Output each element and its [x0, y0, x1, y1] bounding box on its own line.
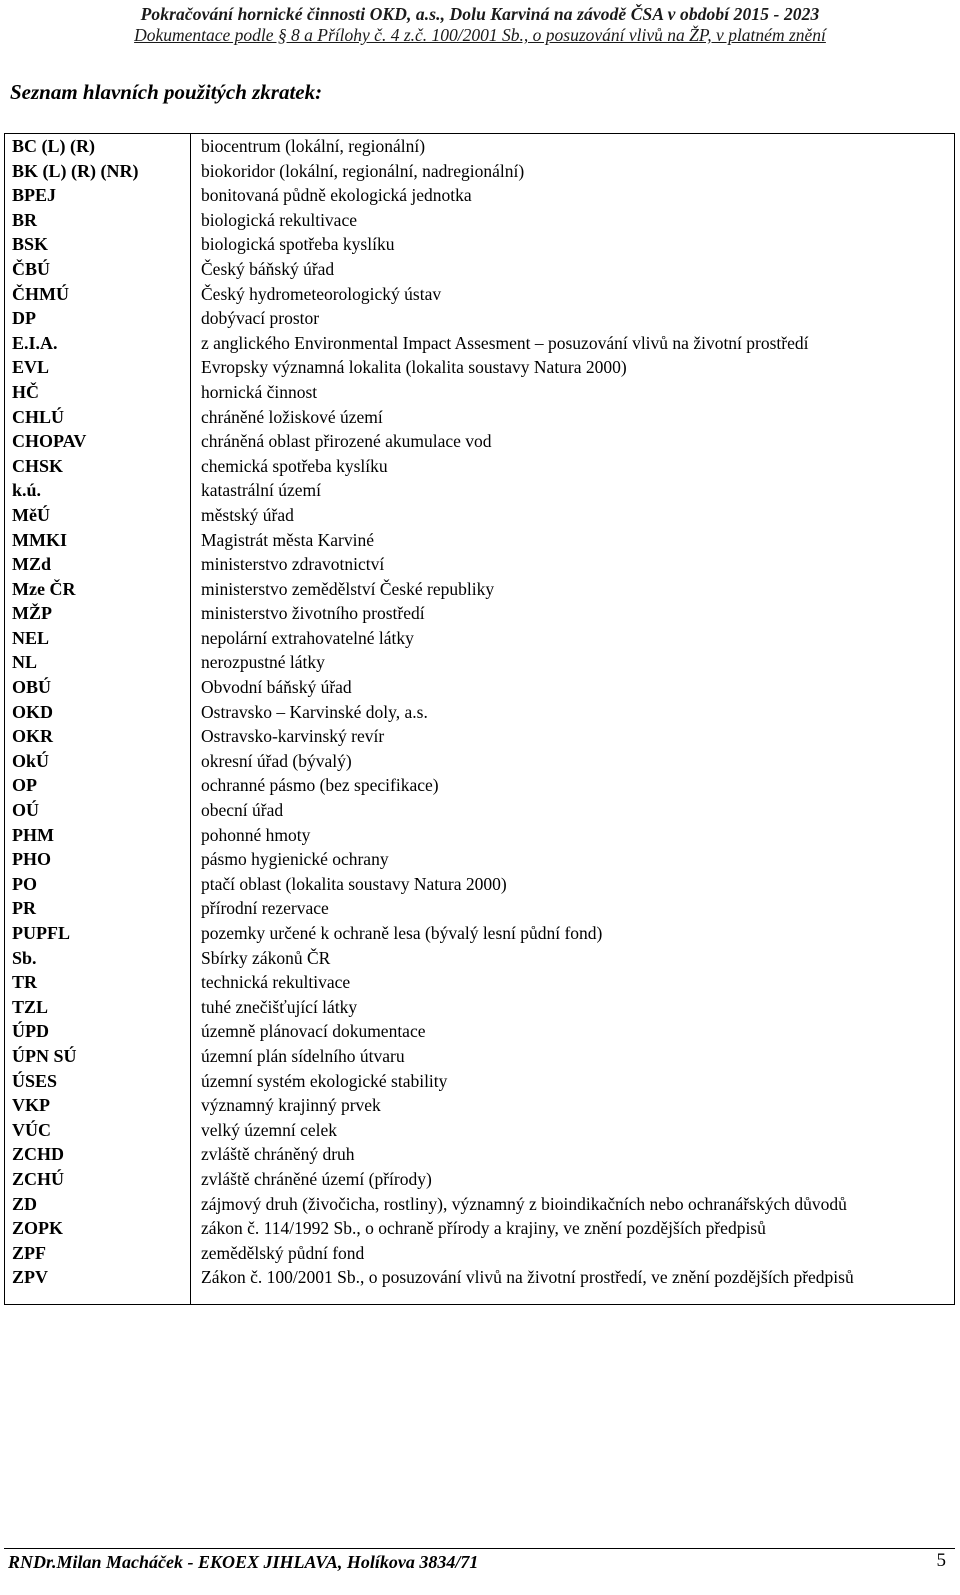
abbreviation-row: [5, 257, 954, 282]
abbreviation-term: ČBÚ: [5, 257, 191, 282]
abbreviation-row: [5, 429, 954, 454]
abbreviation-term: MěÚ: [5, 503, 191, 528]
abbreviation-row: [5, 306, 954, 331]
abbreviation-row: [5, 1167, 954, 1192]
abbreviation-row: [5, 331, 954, 356]
abbreviation-row: [5, 700, 954, 725]
abbreviation-meaning: územní systém ekologické stability: [201, 1070, 448, 1091]
abbreviation-term: Mze ČR: [5, 577, 191, 602]
abbreviation-meaning: biocentrum (lokální, regionální): [201, 136, 426, 156]
abbreviation-term: OÚ: [5, 798, 191, 823]
abbreviation-term: MMKI: [5, 528, 191, 553]
abbreviation-term: Sb.: [5, 946, 191, 971]
abbreviation-row: [5, 1142, 954, 1167]
abbreviation-row: [5, 896, 954, 921]
abbreviation-term: PHM: [5, 823, 191, 848]
abbreviation-term: ZOPK: [5, 1216, 191, 1241]
abbreviation-meaning: chráněná oblast přirozené akumulace vod: [201, 431, 492, 452]
abbreviation-term: ÚSES: [5, 1069, 191, 1094]
abbreviation-meaning: územní plán sídelního útvaru: [201, 1045, 405, 1066]
abbreviation-term: OP: [5, 773, 191, 798]
abbreviation-row: [5, 823, 954, 848]
abbreviation-meaning: nerozpustné látky: [201, 652, 325, 673]
abbreviation-row: [5, 749, 954, 774]
abbreviation-term: ČHMÚ: [5, 282, 191, 307]
abbreviation-meaning: pásmo hygienické ochrany: [201, 849, 389, 870]
abbreviation-meaning: biologická rekultivace: [201, 209, 357, 230]
abbreviation-term: ZD: [5, 1192, 191, 1217]
abbreviation-term: ZPV: [5, 1265, 191, 1304]
abbreviation-row: [5, 503, 954, 528]
abbreviation-meaning: ministerstvo zemědělství České republiky: [201, 578, 495, 599]
abbreviation-meaning: Obvodní báňský úřad: [201, 677, 352, 698]
abbreviation-row: [5, 921, 954, 946]
abbreviation-term: DP: [5, 306, 191, 331]
abbreviation-term: E.I.A.: [5, 331, 191, 356]
abbreviation-term: HČ: [5, 380, 191, 405]
abbreviation-term: OBÚ: [5, 675, 191, 700]
abbreviation-row: [5, 798, 954, 823]
abbreviation-meaning: Magistrát města Karviné: [201, 529, 375, 550]
abbreviation-row: [5, 626, 954, 651]
abbreviation-term: OkÚ: [5, 749, 191, 774]
abbreviation-term: ÚPD: [5, 1019, 191, 1044]
abbreviation-row: [5, 1241, 954, 1266]
abbreviation-meaning: ministerstvo životního prostředí: [201, 603, 425, 624]
abbreviation-term: OKR: [5, 724, 191, 749]
abbreviation-term: NEL: [5, 626, 191, 651]
abbreviation-row: [5, 847, 954, 872]
abbreviation-meaning: tuhé znečišťující látky: [201, 996, 358, 1017]
abbreviation-row: [5, 1019, 954, 1044]
abbreviation-row: [5, 405, 954, 430]
abbreviation-term: ZCHD: [5, 1142, 191, 1167]
abbreviation-row: [5, 773, 954, 798]
abbreviation-row: [5, 1216, 954, 1241]
abbreviation-term: MŽP: [5, 601, 191, 626]
abbreviation-row: [5, 528, 954, 553]
abbreviation-term: VÚC: [5, 1118, 191, 1143]
footer-author: RNDr.Milan Macháček - EKOEX JIHLAVA, Holíkova 3834/71: [8, 1552, 479, 1572]
abbreviation-meaning: hornická činnost: [201, 381, 318, 402]
abbreviation-meaning: chráněné ložiskové území: [201, 406, 383, 427]
abbreviation-meaning: zákon č. 114/1992 Sb., o ochraně přírody a krajiny, ve znění pozdějších předpisů: [201, 1218, 766, 1239]
abbreviation-row: [5, 355, 954, 380]
abbreviation-row: [5, 946, 954, 971]
abbreviation-row: [5, 995, 954, 1020]
abbreviation-row: [5, 478, 954, 503]
document-header: [0, 4, 960, 46]
abbreviation-term: TR: [5, 970, 191, 995]
abbreviation-term: ZCHÚ: [5, 1167, 191, 1192]
abbreviation-term: ZPF: [5, 1241, 191, 1266]
abbreviation-meaning: Český hydrometeorologický ústav: [201, 283, 442, 304]
abbreviation-meaning: přírodní rezervace: [201, 898, 329, 919]
abbreviation-row: [5, 601, 954, 626]
abbreviation-term: BC (L) (R): [5, 134, 191, 159]
header-project-title: Pokračování hornické činnosti OKD, a.s., Dolu Karviná na závodě ČSA v období 2015 - 2023: [140, 4, 820, 24]
abbreviation-term: ÚPN SÚ: [5, 1044, 191, 1069]
abbreviation-meaning: městský úřad: [201, 504, 294, 525]
abbreviation-meaning: zvláště chráněné území (přírody): [201, 1168, 432, 1189]
abbreviation-row: [5, 1093, 954, 1118]
abbreviation-meaning: technická rekultivace: [201, 972, 351, 993]
abbreviation-meaning: chemická spotřeba kyslíku: [201, 455, 388, 476]
abbreviation-term: BK (L) (R) (NR): [5, 159, 191, 184]
abbreviation-term: VKP: [5, 1093, 191, 1118]
abbreviation-row: [5, 454, 954, 479]
abbreviation-row: [5, 1069, 954, 1094]
header-document-subtitle: Dokumentace podle § 8 a Přílohy č. 4 z.č. 100/2001 Sb., o posuzování vlivů na ŽP, v platném znění: [134, 25, 826, 45]
abbreviation-row: [5, 1118, 954, 1143]
abbreviation-meaning: nepolární extrahovatelné látky: [201, 627, 414, 648]
abbreviation-meaning: zemědělský půdní fond: [201, 1242, 365, 1263]
abbreviation-term: BPEJ: [5, 183, 191, 208]
abbreviation-row: [5, 650, 954, 675]
abbreviation-term: BR: [5, 208, 191, 233]
abbreviation-meaning: z anglického Environmental Impact Assesment – posuzování vlivů na životní prostředí: [201, 332, 809, 353]
abbreviation-meaning: zvláště chráněný druh: [201, 1144, 355, 1165]
abbreviation-meaning: Ostravsko – Karvinské doly, a.s.: [201, 701, 428, 722]
abbreviation-meaning: biologická spotřeba kyslíku: [201, 234, 395, 255]
abbreviation-row: [5, 872, 954, 897]
abbreviation-meaning: bonitovaná půdně ekologická jednotka: [201, 185, 472, 206]
abbreviation-meaning: významný krajinný prvek: [201, 1095, 381, 1116]
abbreviation-row: [5, 282, 954, 307]
abbreviation-row: [5, 675, 954, 700]
abbreviation-term: EVL: [5, 355, 191, 380]
abbreviation-meaning: biokoridor (lokální, regionální, nadregionální): [201, 160, 525, 181]
abbreviation-meaning: zájmový druh (živočicha, rostliny), významný z bioindikačních nebo ochranářských důvodů: [201, 1193, 847, 1214]
abbreviation-term: PR: [5, 896, 191, 921]
abbreviation-term: PHO: [5, 847, 191, 872]
abbreviation-meaning: okresní úřad (bývalý): [201, 750, 352, 771]
abbreviation-meaning: Zákon č. 100/2001 Sb., o posuzování vlivů na životní prostředí, ve znění pozdějších předpisů: [201, 1267, 854, 1288]
abbreviation-meaning: ministerstvo zdravotnictví: [201, 554, 385, 575]
abbreviation-row: [5, 970, 954, 995]
abbreviation-term: NL: [5, 650, 191, 675]
abbreviation-meaning: Český báňský úřad: [201, 258, 335, 279]
abbreviation-term: MZd: [5, 552, 191, 577]
abbreviation-term: PUPFL: [5, 921, 191, 946]
abbreviation-term: BSK: [5, 232, 191, 257]
abbreviation-term: OKD: [5, 700, 191, 725]
page-title: Seznam hlavních použitých zkratek:: [10, 80, 323, 104]
abbreviation-term: PO: [5, 872, 191, 897]
abbreviation-term: k.ú.: [5, 478, 191, 503]
abbreviation-row: [5, 134, 954, 159]
abbreviation-row: [5, 724, 954, 749]
abbreviation-meaning: dobývací prostor: [201, 308, 320, 329]
abbreviations-table: [4, 133, 955, 1305]
abbreviation-meaning: obecní úřad: [201, 800, 284, 821]
abbreviation-meaning: Ostravsko-karvinský revír: [201, 726, 385, 747]
abbreviation-meaning: Sbírky zákonů ČR: [201, 947, 331, 968]
page-number: 5: [936, 1550, 946, 1571]
abbreviation-row: [5, 552, 954, 577]
abbreviation-term: CHOPAV: [5, 429, 191, 454]
footer-divider: [4, 1548, 955, 1549]
abbreviation-term: CHLÚ: [5, 405, 191, 430]
abbreviation-row: [5, 183, 954, 208]
abbreviation-row: [5, 577, 954, 602]
abbreviation-row: [5, 1265, 954, 1304]
abbreviation-term: TZL: [5, 995, 191, 1020]
abbreviation-meaning: územně plánovací dokumentace: [201, 1021, 426, 1042]
abbreviation-meaning: katastrální území: [201, 480, 322, 501]
abbreviation-meaning: pozemky určené k ochraně lesa (bývalý lesní půdní fond): [201, 923, 603, 943]
abbreviation-row: [5, 380, 954, 405]
abbreviation-meaning: pohonné hmoty: [201, 824, 311, 845]
abbreviation-row: [5, 232, 954, 257]
abbreviation-row: [5, 1192, 954, 1217]
abbreviation-row: [5, 208, 954, 233]
abbreviation-row: [5, 159, 954, 184]
abbreviation-meaning: ptačí oblast (lokalita soustavy Natura 2000): [201, 873, 507, 894]
abbreviation-meaning: ochranné pásmo (bez specifikace): [201, 775, 439, 796]
abbreviation-term: CHSK: [5, 454, 191, 479]
abbreviation-meaning: Evropsky významná lokalita (lokalita soustavy Natura 2000): [201, 357, 627, 378]
abbreviation-meaning: velký územní celek: [201, 1119, 338, 1140]
abbreviation-row: [5, 1044, 954, 1069]
